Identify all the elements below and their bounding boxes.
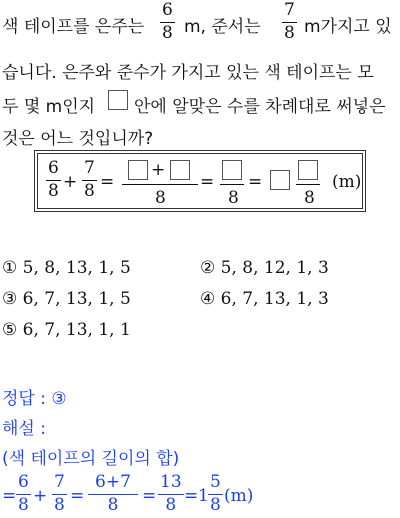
choice-mark: ⑤ [2,320,18,340]
question-line3-b: 안에 알맞은 수를 차례대로 써넣은 [134,97,386,117]
formula-equals-1: = [100,172,115,192]
formula-blank-5 [298,160,318,180]
formula-den-3: 8 [155,188,166,208]
formula-fraction-2: 7 8 [84,158,95,201]
choice-text: 5, 8, 13, 1, 5 [22,258,131,278]
choice-text: 6, 7, 13, 1, 1 [22,320,131,340]
question-line3-a: 두 몇 m인지 [2,97,96,117]
formula-equals-3: = [248,172,263,192]
formula-den-4: 8 [228,188,239,208]
explanation-subtitle: (색 테이프의 길이의 합) [2,449,180,469]
formula-blank-3 [222,160,242,180]
formula-blank-2 [170,160,190,180]
explanation-fraction-d: 13 8 [160,472,182,515]
choice-2[interactable] [200,258,329,278]
explanation-eq-1: = [2,486,17,506]
explanation-eq-2: = [70,486,85,506]
answer-label: 정답 : ③ [2,389,67,409]
formula-blank-4 [270,170,290,190]
formula-equals-2: = [200,172,215,192]
choice-text: 6, 7, 13, 1, 3 [220,289,329,309]
choice-text: 6, 7, 13, 1, 5 [22,289,131,309]
formula-inner-plus: + [151,160,166,180]
formula-fraction-1: 6 8 [48,158,59,201]
fraction-eunju: 6 8 [162,0,173,43]
choice-mark: ② [200,258,216,278]
question-line2: 습니다. 은주와 준수가 가지고 있는 색 테이프는 모 [2,63,374,83]
question-line1-b: m, 준서는 [184,17,261,37]
formula-blank-1 [128,160,148,180]
question-line1-c: m가지고 있 [304,17,392,37]
explanation-eq-4: = [184,486,199,506]
choice-text: 5, 8, 12, 1, 3 [220,258,329,278]
formula-den-5: 8 [304,188,315,208]
question-line1-a: 색 테이프를 은주는 [2,17,145,37]
choice-4[interactable] [200,289,329,309]
formula-plus: + [63,172,78,192]
explanation-whole: 1 [198,486,209,506]
choice-mark: ④ [200,289,216,309]
fraction-junseo: 7 8 [284,0,295,43]
question-line4: 것은 어느 것입니까? [2,129,154,149]
explanation-unit: (m) [224,486,254,506]
formula-unit: (m) [332,172,362,192]
choice-mark: ③ [2,289,18,309]
explanation-fraction-e: 5 8 [210,472,221,515]
choice-1[interactable] [2,258,131,278]
answer-blank-box [108,90,128,110]
explanation-label: 해설 : [2,419,46,439]
explanation-fraction-a: 6 8 [18,472,29,515]
explanation-plus: + [33,486,48,506]
explanation-eq-3: = [142,486,157,506]
explanation-fraction-c: 6+7 8 [88,474,138,514]
choice-5[interactable] [2,320,131,340]
explanation-fraction-b: 7 8 [54,472,65,515]
choice-3[interactable] [2,289,131,309]
choice-mark: ① [2,258,18,278]
